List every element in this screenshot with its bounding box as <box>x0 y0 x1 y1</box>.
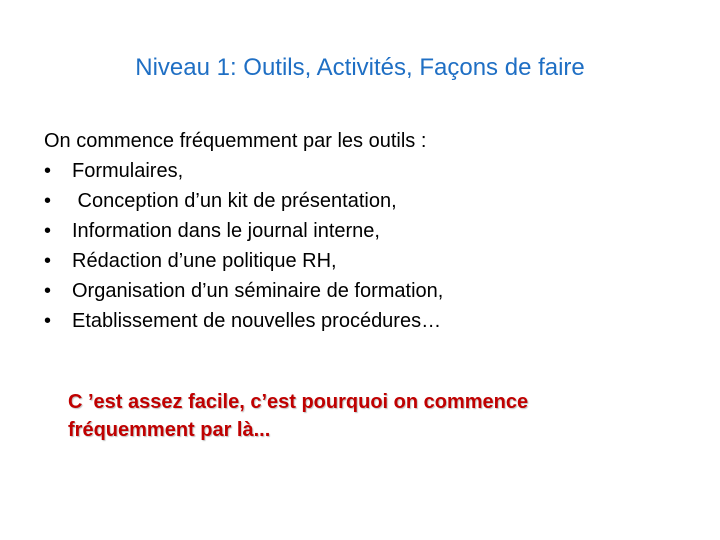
conclusion-text <box>68 388 668 444</box>
list-item <box>44 246 684 276</box>
bullet-icon: • <box>44 310 52 332</box>
list-item <box>44 216 684 246</box>
bullet-icon: • <box>44 190 52 212</box>
bullet-icon: • <box>44 220 52 242</box>
bullet-text: Information dans le journal interne, <box>72 220 380 242</box>
conclusion-line-1: C ’est assez facile, c’est pourquoi on commence <box>68 391 529 413</box>
conclusion-line-2: fréquemment par là... <box>68 419 271 441</box>
slide-body <box>44 126 684 336</box>
intro-text: On commence fréquemment par les outils : <box>44 130 427 152</box>
bullet-text: Rédaction d’une politique RH, <box>72 250 337 272</box>
bullet-icon: • <box>44 250 52 272</box>
list-item <box>44 186 684 216</box>
bullet-text: Conception d’un kit de présentation, <box>72 190 397 212</box>
slide-title: Niveau 1: Outils, Activités, Façons de faire <box>135 54 585 81</box>
list-item <box>44 156 684 186</box>
bullet-icon: • <box>44 280 52 302</box>
bullet-list <box>44 156 684 336</box>
bullet-icon: • <box>44 160 52 182</box>
bullet-text: Formulaires, <box>72 160 184 182</box>
bullet-text: Etablissement de nouvelles procédures… <box>72 310 442 332</box>
bullet-text: Organisation d’un séminaire de formation, <box>72 280 444 302</box>
list-item <box>44 276 684 306</box>
list-item <box>44 306 684 336</box>
